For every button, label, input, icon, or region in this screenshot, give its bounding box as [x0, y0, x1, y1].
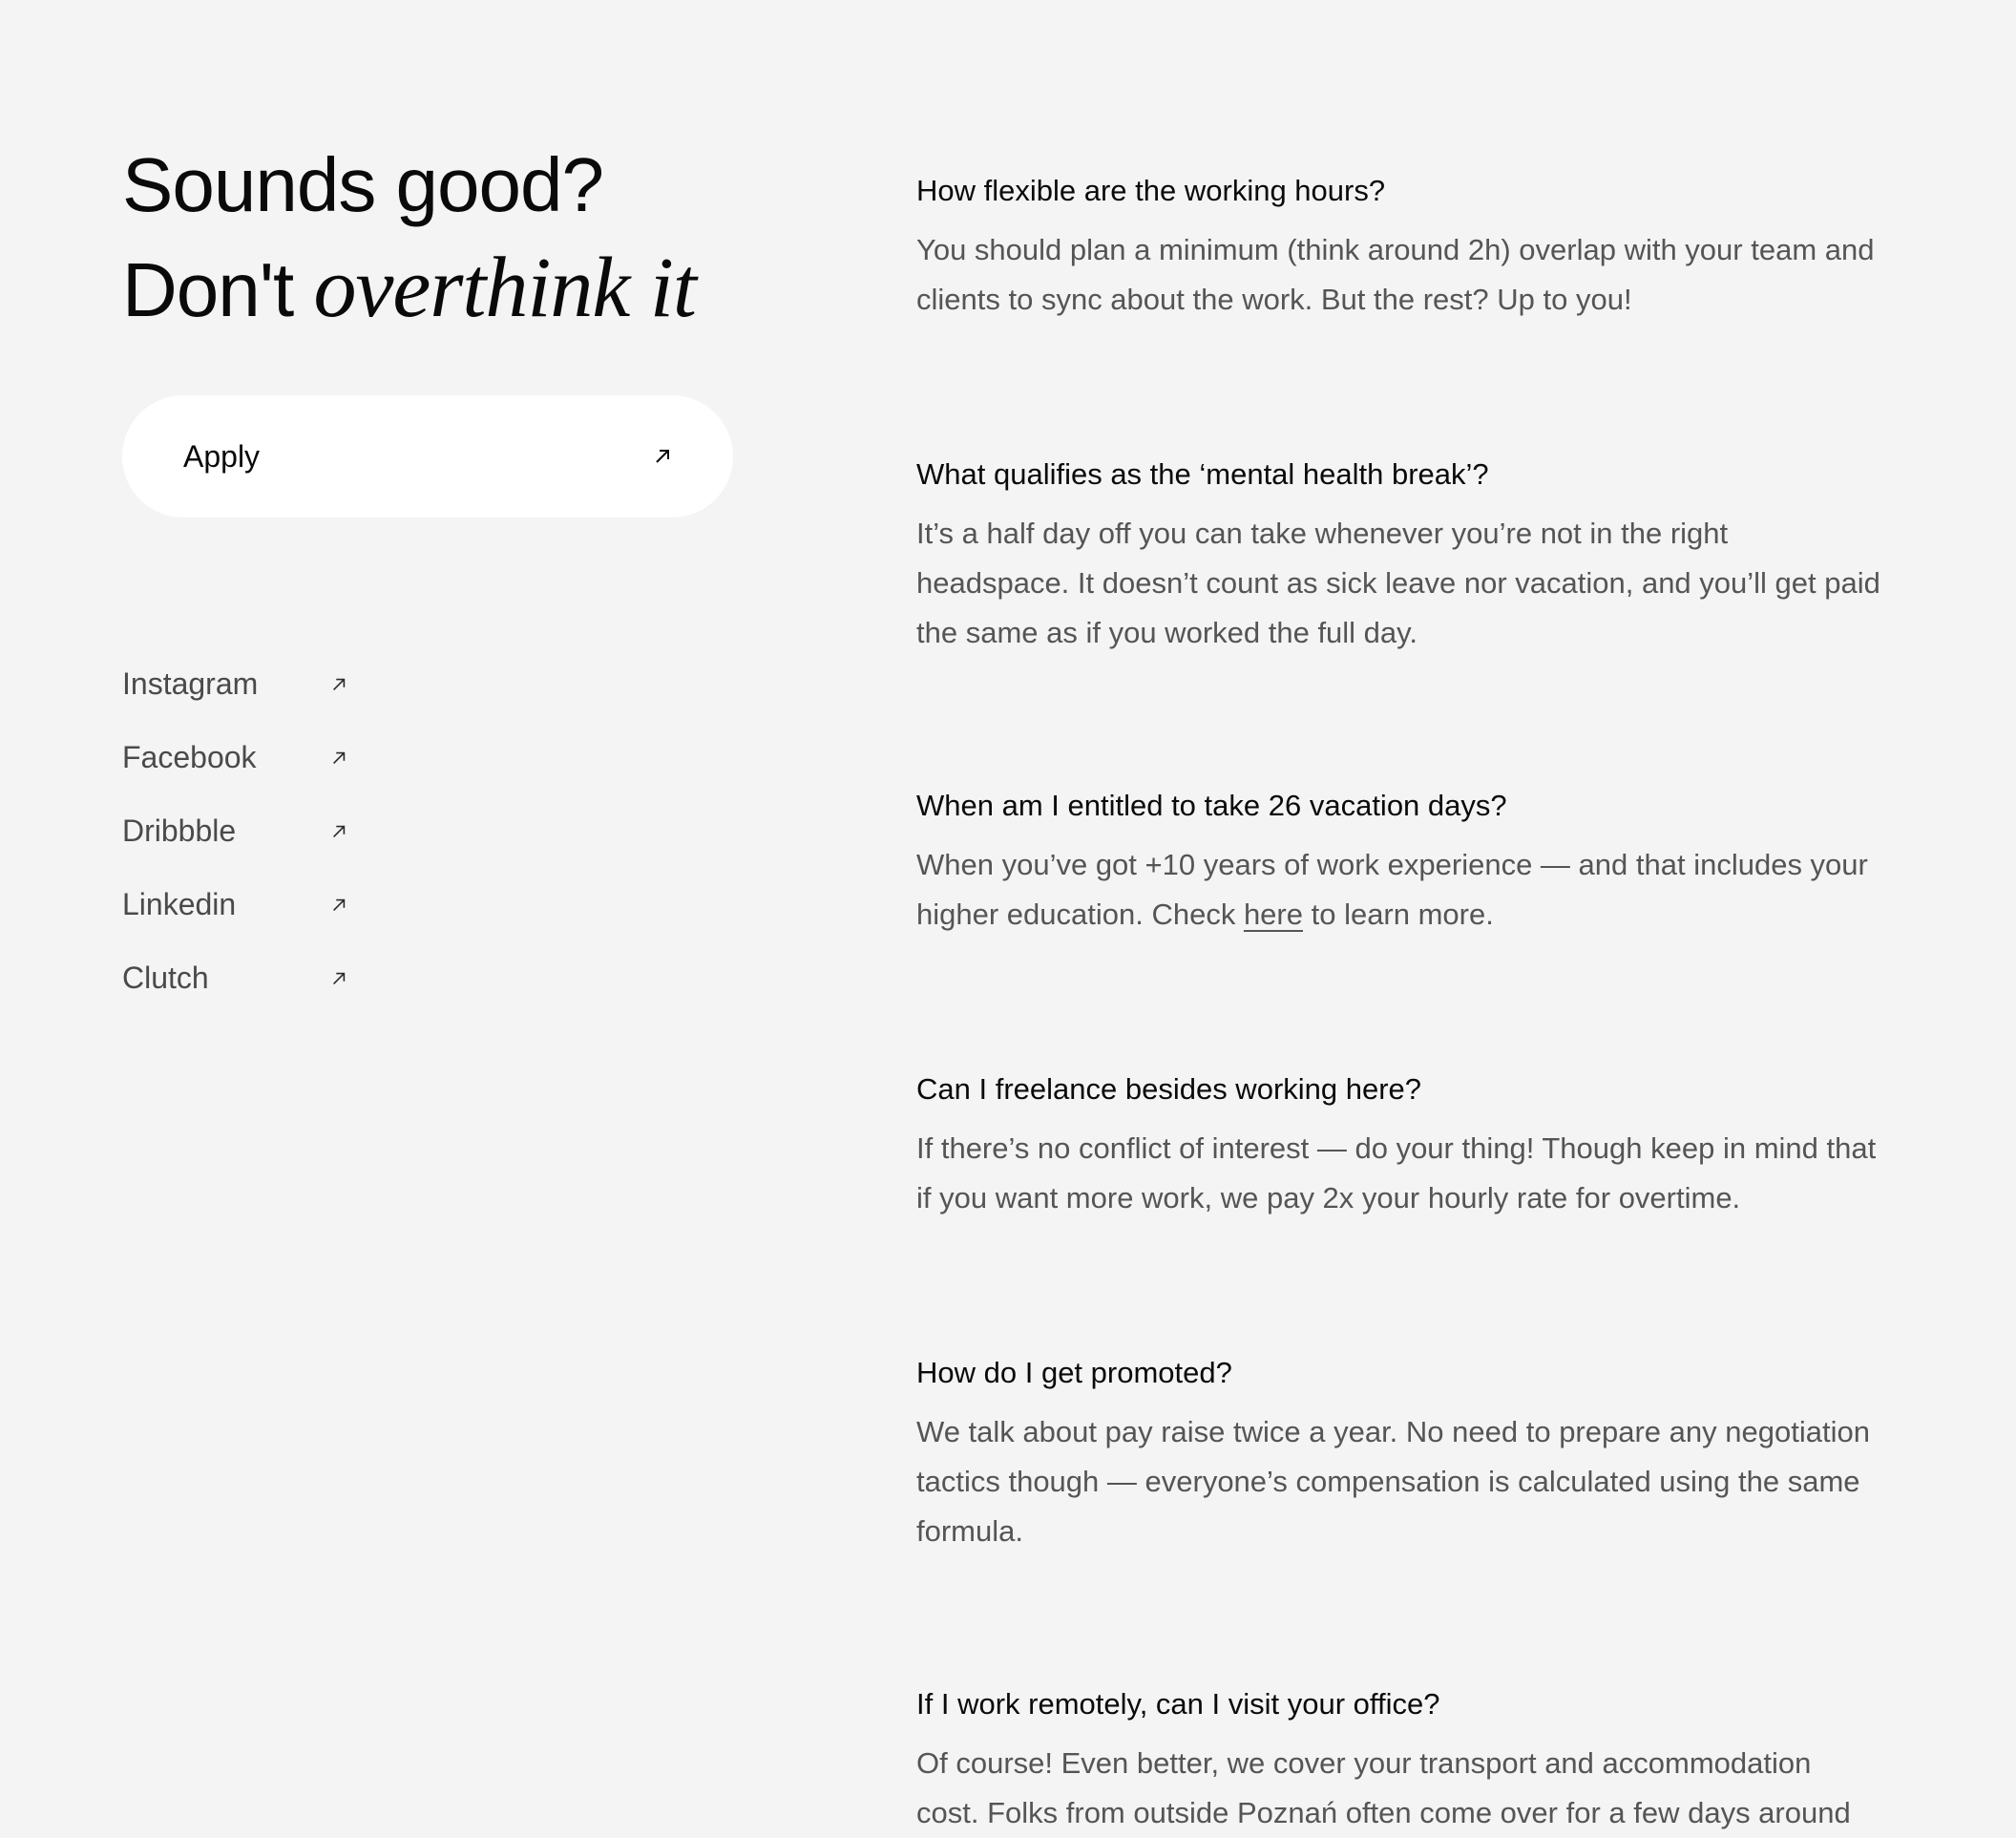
learn-more-link[interactable]: here: [1243, 898, 1303, 931]
social-link-facebook[interactable]: [122, 721, 347, 794]
social-link-instagram[interactable]: [122, 647, 347, 721]
faq-answer: If there’s no conflict of interest — do your thing! Though keep in mind that if you want more work, we pay 2x your hourly rate for overtime.: [916, 1131, 1877, 1215]
faq-answer-text: to learn more.: [1302, 898, 1494, 931]
social-link-dribbble[interactable]: [122, 794, 347, 868]
faq-question: How flexible are the working hours?: [916, 174, 1386, 207]
faq-question: When am I entitled to take 26 vacation days?: [916, 789, 1507, 822]
arrow-up-right-icon: [330, 823, 347, 840]
faq-question: What qualifies as the ‘mental health break’?: [916, 457, 1489, 491]
social-link-label: Clutch: [122, 961, 209, 995]
arrow-up-right-icon: [330, 970, 347, 987]
faq-answer: Of course! Even better, we cover your transport and accommodation cost. Folks from outside Poznań often come over for a few days around: [916, 1746, 1851, 1829]
faq-item: [916, 170, 1880, 325]
faq-item: [916, 1352, 1880, 1556]
cta-headline: [122, 134, 733, 342]
headline-line-1: Sounds good?: [122, 142, 604, 227]
apply-button[interactable]: [122, 395, 733, 518]
social-link-clutch[interactable]: [122, 941, 347, 1015]
apply-button-label: Apply: [183, 438, 261, 474]
arrow-up-right-icon: [330, 750, 347, 767]
faq-question: If I work remotely, can I visit your office?: [916, 1687, 1440, 1721]
social-link-linkedin[interactable]: [122, 868, 347, 941]
headline-line-2: [122, 237, 733, 342]
faq-answer: [916, 840, 1880, 940]
faq-answer: It’s a half day off you can take whenever you’re not in the right headspace. It doesn’t count as sick leave nor vacation, and you’ll get paid the same as if you worked the full day.: [916, 517, 1880, 649]
social-link-label: Dribbble: [122, 813, 237, 848]
faq-item: [916, 454, 1880, 658]
faq-answer-text: When you’ve got +10 years of work experience — and that includes your higher education. Check: [916, 848, 1868, 931]
headline-line-2-plain: Don't: [122, 247, 314, 332]
faq-item: [916, 1683, 1880, 1838]
arrow-up-right-icon: [330, 897, 347, 914]
arrow-up-right-icon: [653, 447, 672, 466]
faq-answer: We talk about pay raise twice a year. No need to prepare any negotiation tactics though — everyone’s compensation is calculated using the same formula.: [916, 1415, 1870, 1548]
social-links: [122, 647, 370, 1015]
faq-item: [916, 785, 1880, 940]
faq-answer: You should plan a minimum (think around 2h) overlap with your team and clients to sync about the work. But the rest? Up to you!: [916, 233, 1875, 316]
social-link-label: Linkedin: [122, 887, 237, 921]
social-link-label: Instagram: [122, 666, 259, 701]
faq-question: Can I freelance besides working here?: [916, 1072, 1422, 1106]
faq-item: [916, 1068, 1880, 1223]
social-link-label: Facebook: [122, 740, 257, 774]
headline-line-2-italic: overthink it: [313, 241, 696, 335]
cta-section: [122, 134, 733, 995]
faq-question: How do I get promoted?: [916, 1356, 1232, 1389]
arrow-up-right-icon: [330, 676, 347, 693]
